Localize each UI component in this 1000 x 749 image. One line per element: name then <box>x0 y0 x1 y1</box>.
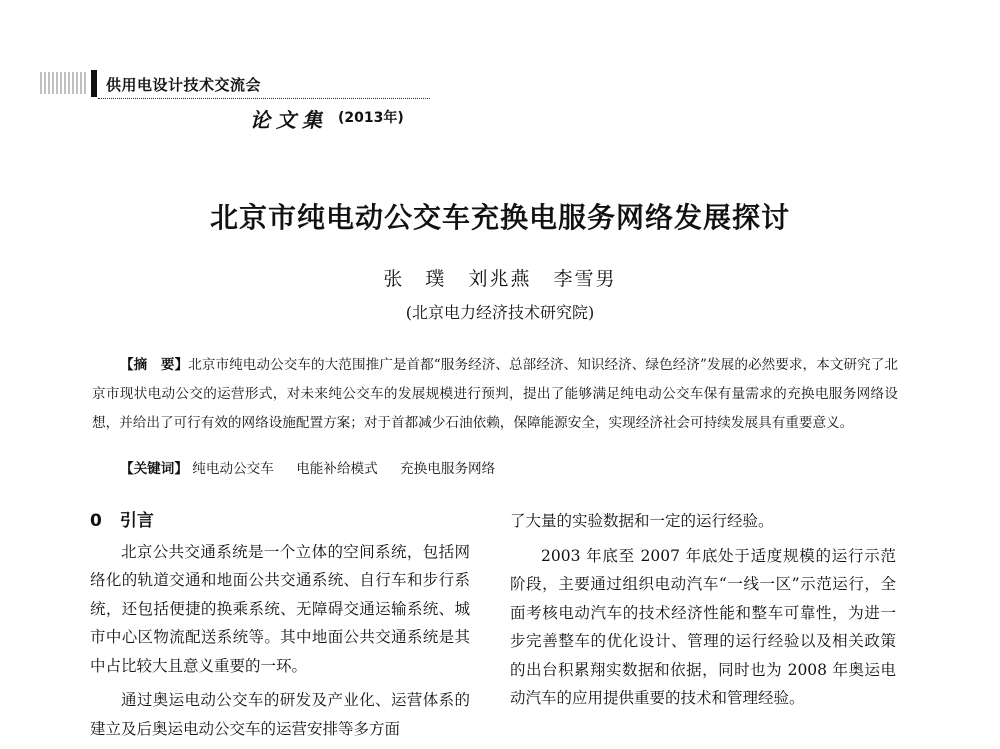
section-title: 引言 <box>119 511 154 531</box>
body-paragraph: 北京公共交通系统是一个立体的空间系统，包括网络化的轨道交通和地面公共交通系统、自行车和步行系统，还包括便捷的换乘系统、无障碍交通运输系统、城市中心区物流配送系统等。其中地面公共交通系统是其中占比较大且意义重要的一环。 <box>90 542 470 675</box>
body-paragraph: 了大量的实验数据和一定的运行经验。 <box>510 512 774 530</box>
collection-year: (2013年) <box>338 110 404 126</box>
header-rule <box>98 98 430 99</box>
section-heading <box>90 507 470 536</box>
affiliation: (北京电力经济技术研究院) <box>405 303 595 322</box>
paper-title: 北京市纯电动公交车充换电服务网络发展探讨 <box>209 201 790 234</box>
body-paragraph: 2003 年底至 2007 年底处于适度规模的运行示范阶段，主要通过组织电动汽车“一线一区”示范运行，全面考核电动汽车的技术经济性能和整车可靠性，为进一步完善整车的优化设计、管理的运行经验以及相关政策的出台积累翔实数据和依据，同时也为 2008 年奥运电动汽车的应用提供重要的技术和管理经验。 <box>510 546 896 707</box>
collection-label: 论文集 <box>250 108 328 132</box>
body-column-right <box>510 507 896 719</box>
abstract-text: 北京市纯电动公交车的大范围推广是首都“服务经济、总部经济、知识经济、绿色经济”发展的必然要求，本文研究了北京市现状电动公交的运营形式，对未来纯公交车的发展规模进行预判，提出了能够满足纯电动公交车保有量需求的充换电服务网络设想，并给出了可行有效的网络设施配置方案；对于首都减少石油依赖，保障能源安全，实现经济社会可持续发展具有重要意义。 <box>92 357 898 431</box>
author: 李雪男 <box>553 268 617 290</box>
section-number: 0 <box>90 511 102 531</box>
body-paragraph: 通过奥运电动公交车的研发及产业化、运营体系的建立及后奥运电动公交车的运营安排等多方面 <box>90 691 470 738</box>
abstract-label: 【摘 要】 <box>120 357 189 373</box>
keyword: 充换电服务网络 <box>400 461 496 477</box>
keywords-label: 【关键词】 <box>120 461 188 477</box>
author: 张 璞 <box>383 268 447 290</box>
keyword: 电能补给模式 <box>296 461 378 477</box>
keyword: 纯电动公交车 <box>192 461 274 477</box>
abstract <box>92 351 898 438</box>
keywords <box>120 457 513 477</box>
author-list <box>0 264 1000 291</box>
author: 刘兆燕 <box>468 268 532 290</box>
header-bar <box>91 70 97 97</box>
series-title: 供用电设计技术交流会 <box>106 76 262 94</box>
body-column-left <box>90 507 470 749</box>
header-decoration <box>40 72 88 94</box>
